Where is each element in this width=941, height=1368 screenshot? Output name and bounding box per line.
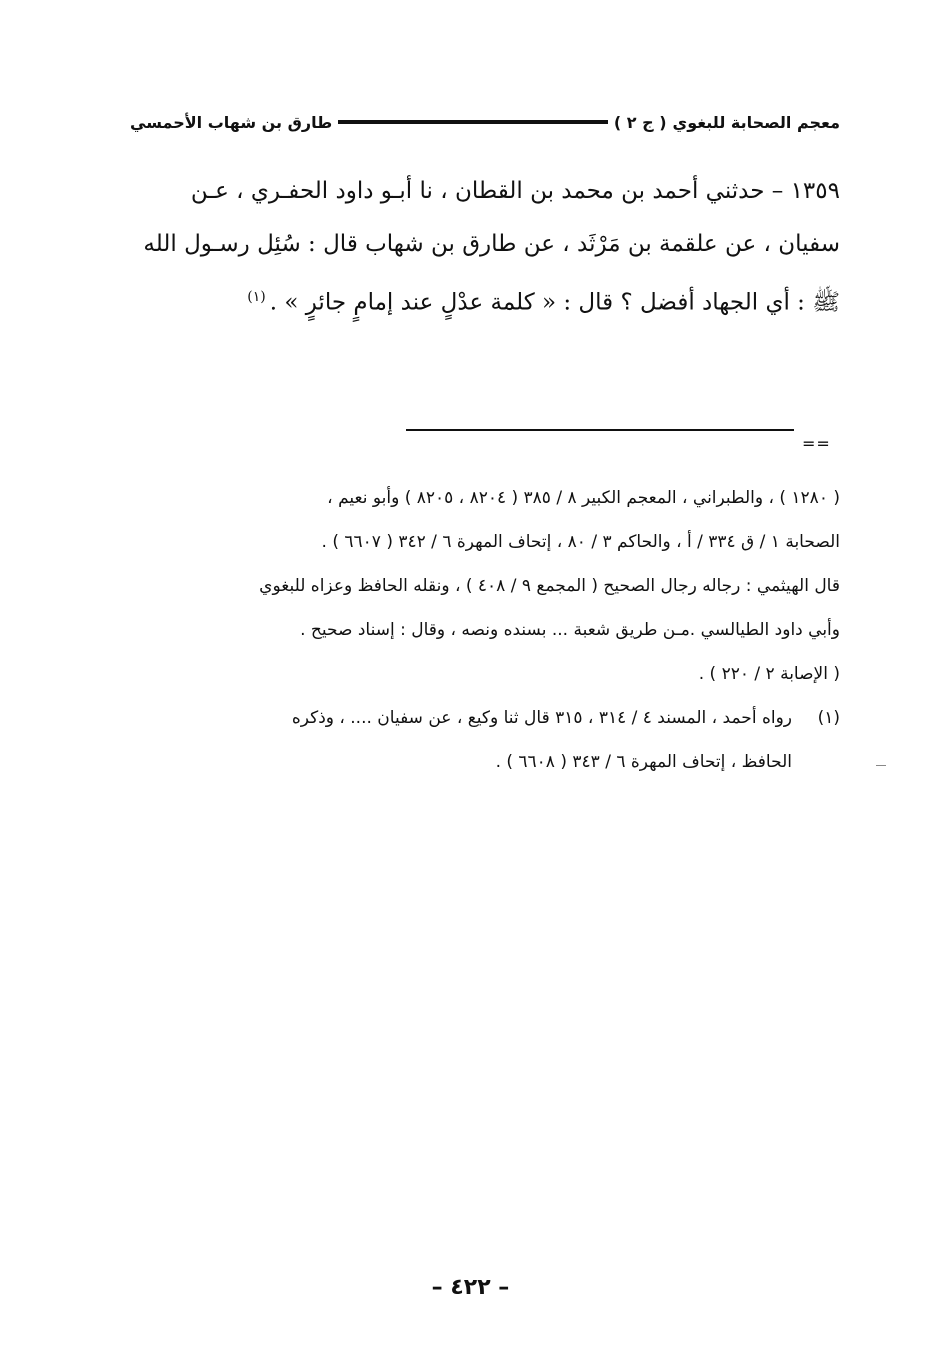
footnote-line: الصحابة ١ / ق ٣٣٤ / أ ، والحاكم ٣ / ٨٠ ، إتحاف المهرة ٦ / ٣٤٢ ( ٦٦٠٧ ) . xyxy=(321,532,840,552)
scan-mark xyxy=(876,765,886,766)
hadith-line-text: ﷺ : أي الجهاد أفضل ؟ قال : « كلمة عدْلٍ عند إمامٍ جائرٍ » . xyxy=(269,289,840,316)
footnote-number: (١) xyxy=(817,708,840,728)
header-chapter-title: طارق بن شهاب الأحمسي xyxy=(130,112,333,132)
hadith-text xyxy=(118,165,840,330)
footnotes xyxy=(118,476,840,784)
footnote-line: الحافظ ، إتحاف المهرة ٦ / ٣٤٣ ( ٦٦٠٨ ) . xyxy=(495,752,792,772)
footnote-separator xyxy=(406,429,794,431)
footnote-1 xyxy=(118,696,840,784)
footnote-line: رواه أحمد ، المسند ٤ / ٣١٤ ، ٣١٥ قال ثنا وكيع ، عن سفيان .... ، وذكره xyxy=(291,708,792,728)
header-volume: ( ج ٢ ) xyxy=(613,112,667,132)
hadith-line: سفيان ، عن علقمة بن مَرْثَد ، عن طارق بن شهاب قال : سُئِل رسـول الله xyxy=(143,231,840,257)
footnote-line: ( ١٢٨٠ ) ، والطبراني ، المعجم الكبير ٨ / ٣٨٥ ( ٨٢٠٤ ، ٨٢٠٥ ) وأبو نعيم ، xyxy=(327,488,840,508)
footnote-line: قال الهيثمي : رجاله رجال الصحيح ( المجمع ٩ / ٤٠٨ ) ، ونقله الحافظ وعزاه للبغوي xyxy=(259,576,840,596)
footnote-continuation-marker: == xyxy=(802,434,831,453)
page-number: – ٤٢٢ – xyxy=(431,1275,510,1300)
footnote-line: وأبي داود الطيالسي .مـن طريق شعبة ... بسنده ونصه ، وقال : إسناد صحيح . xyxy=(300,620,840,640)
footnote-line: ( الإصابة ٢ / ٢٢٠ ) . xyxy=(698,664,840,684)
footnote-reference: (١) xyxy=(247,289,266,305)
hadith-line-last xyxy=(118,271,840,330)
hadith-line: ١٣٥٩ – حدثني أحمد بن محمد بن القطان ، نا أبـو داود الحفـري ، عـن xyxy=(190,178,840,204)
header-book-title: معجم الصحابة للبغوي xyxy=(672,112,840,132)
header-rule xyxy=(338,120,608,124)
running-header xyxy=(130,110,840,134)
footnote-continuation xyxy=(118,476,840,696)
